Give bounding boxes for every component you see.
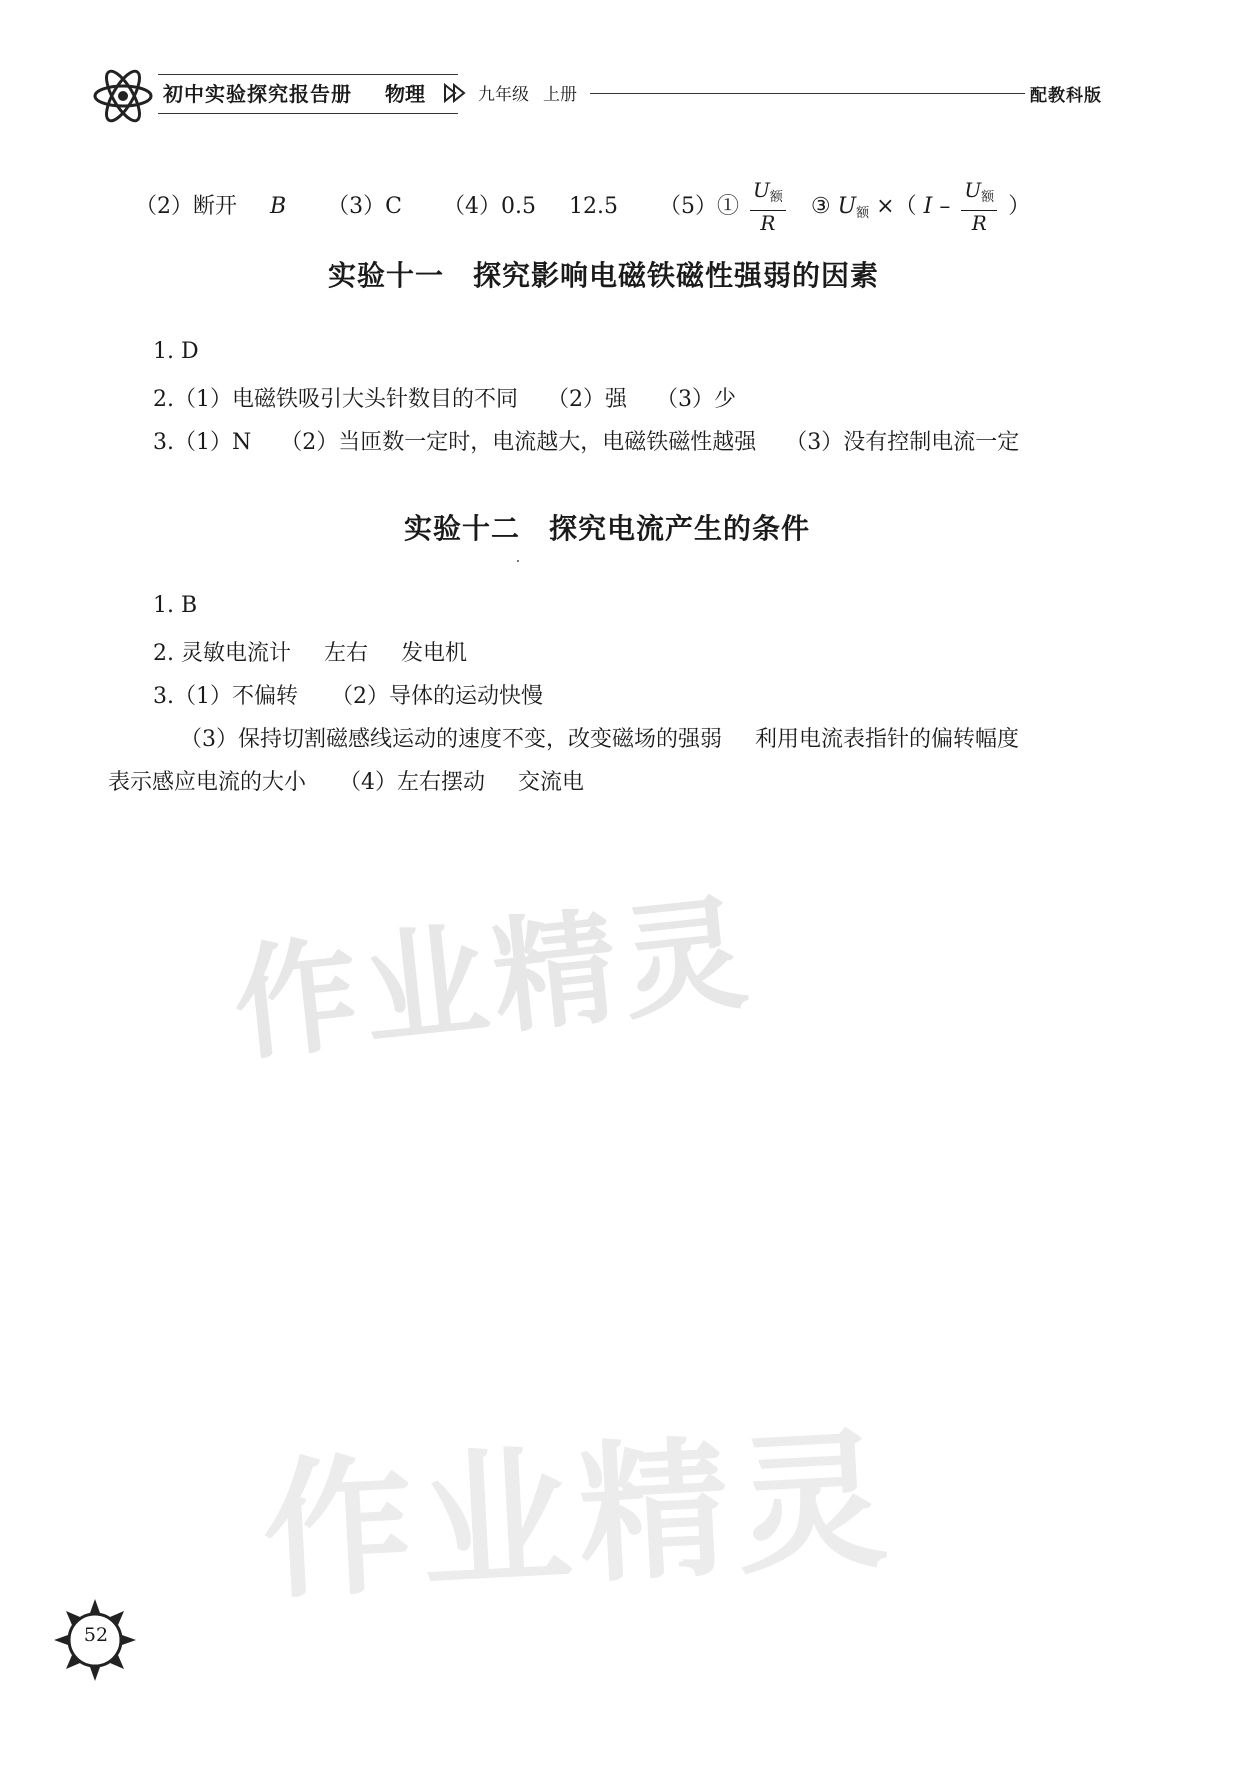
u-symbol: U [837,193,857,219]
watermark-2: 作业精灵 [258,1413,899,1621]
volume-label: 上册 [543,85,577,105]
formula-fraction-1 [750,178,786,235]
s12-a3-part5: 交流电 [518,770,585,795]
answer-q4-value: 12.5 [569,193,618,219]
s12-answer-2 [153,636,467,667]
formula-fraction-2 [961,178,997,235]
i-symbol: I [923,193,933,219]
s11-a2-part3: （3）少 [656,387,736,412]
answer-q5: （5）① [659,193,739,219]
s11-answer-1: 1. D [153,339,199,364]
stray-dot [517,560,519,562]
close-paren: ） [1008,193,1031,219]
s12-answer-3-cont-line1 [180,722,1019,753]
times-sign: ×（ [876,193,917,219]
s12-a2-part2: 左右 [323,641,368,666]
frac1-sub: 额 [769,190,783,205]
section-11-title: 实验十一 探究影响电磁铁磁性强弱的因素 [328,259,880,292]
s11-a3-part1: 3.（1）N [153,430,252,455]
s12-a3-part1: 3.（1）不偏转 [153,684,298,709]
minus-sign: – [939,193,951,219]
u-sub: 额 [856,205,870,221]
s11-answer-3 [153,425,1019,456]
s12-a2-part1: 2. 灵敏电流计 [153,641,291,666]
s12-answer-3 [153,679,543,710]
s11-a3-part3: （3）没有控制电流一定 [785,430,1020,455]
answer-q5-part3: ③ [810,193,831,219]
header-rule-lower [158,113,458,114]
atom-logo-icon [92,68,154,124]
s12-answer-3-cont-line2 [108,765,584,796]
s12-a2-part3: 发电机 [401,641,468,666]
header-rule [590,93,1025,94]
frac1-den: R [760,211,776,235]
answer-q2-value: B [270,193,287,219]
page-number: 52 [83,1624,109,1646]
s12-a3-part3c: 表示感应电流的大小 [108,770,307,795]
s11-a2-part2: （2）强 [547,387,627,412]
answer-q2: （2）断开 [135,193,237,219]
grade-label: 九年级 [478,85,529,105]
section-12-title: 实验十二 探究电流产生的条件 [404,512,811,545]
frac2-sub: 额 [981,190,995,205]
frac1-num: U [753,178,770,202]
frac2-den: R [971,211,987,235]
subject-label: 物理 [385,82,425,106]
double-triangle-icon [443,83,467,103]
edition-label: 配教科版 [1030,86,1102,106]
prev-answer-line [135,178,1030,235]
s12-a3-part2: （2）导体的运动快慢 [331,684,543,709]
s11-answer-2 [153,382,736,413]
s12-a3-part3a: （3）保持切割磁感线运动的速度不变，改变磁场的强弱 [180,727,722,752]
s12-a3-part3b: 利用电流表指针的偏转幅度 [755,727,1020,752]
s12-answer-1: 1. B [153,593,198,618]
frac2-num: U [964,178,982,202]
page-header [0,0,1250,150]
watermark-1: 作业精灵 [227,881,760,1079]
answer-q3: （3）C [327,193,403,219]
s11-a2-part1: 2.（1）电磁铁吸引大头针数目的不同 [153,387,518,412]
header-rule-upper [158,74,458,75]
s12-a3-part4: （4）左右摆动 [339,770,486,795]
answer-q4: （4）0.5 [443,193,537,219]
series-title: 初中实验探究报告册 [163,82,352,106]
s11-a3-part2: （2）当匝数一定时，电流越大，电磁铁磁性越强 [280,430,757,455]
